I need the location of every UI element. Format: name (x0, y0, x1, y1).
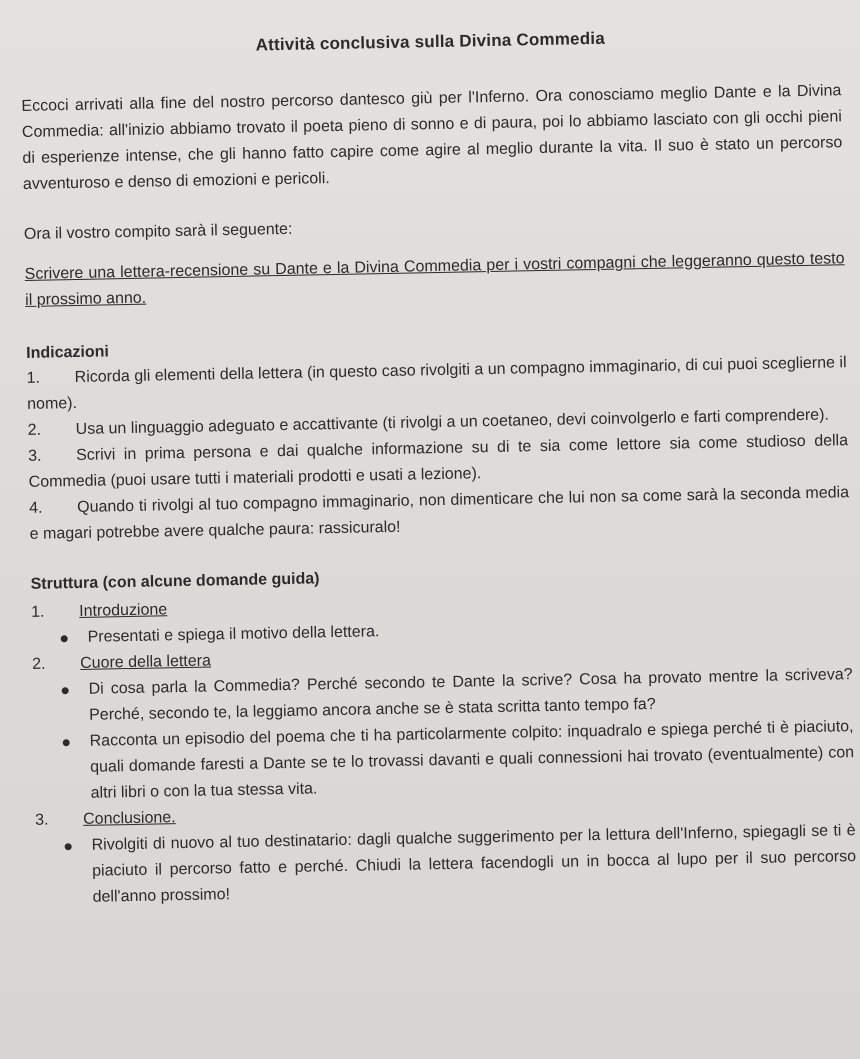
bullet-item: Rivolgiti di nuovo al tuo destinatario: dagli qualche suggerimento per la lettura dell'Inferno, spiegagli se ti è piaciuto il percorso fatto e perché. Chiudi la lettera facendogli un in bocca al lupo per il suo percorso dell'anno prossimo! (83, 818, 856, 911)
task-lead: Ora il vostro compito sarà il seguente: (23, 220, 293, 243)
section-name: Cuore della lettera (80, 652, 212, 672)
indicazioni-list (26, 350, 849, 548)
document-title: Attività conclusiva sulla Divina Commedia (255, 28, 606, 55)
bullet-list (35, 818, 856, 912)
item-text: Scrivi in prima persona e dai qualche informazione su di te sia come lettore sia come studioso della Commedia (puoi usare tutti i materiali prodotti e usati a lezione). (28, 432, 849, 491)
struttura-section-cuore (32, 636, 855, 808)
struttura-title: Struttura (con alcune domande guida) (30, 570, 320, 593)
item-number: 2. (27, 421, 42, 439)
bullet-item: Presentati e spiega il motivo della lettera. (79, 610, 851, 651)
item-number: 1. (26, 369, 41, 387)
indicazioni-title: Indicazioni (26, 343, 110, 362)
section-number: 1. (31, 603, 45, 621)
task-statement: Scrivere una lettera-recensione su Dante e la Divina Commedia per i vostri compagni che leggeranno questo testo il prossimo anno. (24, 250, 845, 309)
struttura-section-conclusione (35, 792, 857, 912)
section-number: 3. (35, 811, 49, 829)
item-number: 4. (29, 499, 43, 517)
item-text: Usa un linguaggio adeguato e accattivante (ti rivolgi a un coetaneo, devi coinvolgerlo e farti comprendere). (75, 406, 830, 439)
item-text: Quando ti rivolgi al tuo compagno immaginario, non dimenticare che lui non sa come sarà la seconda media e magari potrebbe avere qualche paura: rassicuralo! (29, 484, 850, 543)
bullet-list (32, 662, 854, 808)
bullet-item: Di cosa parla la Commedia? Perché secondo te Dante la scrive? Cosa ha provato mentre la scriveva? Perché, secondo te, la leggiamo ancora anche se è stata scritta tanto tempo fa? (80, 662, 853, 729)
section-name: Introduzione (79, 601, 168, 620)
intro-paragraph: Eccoci arrivati alla fine del nostro percorso dantesco giù per l'Inferno. Ora conosciamo meglio Dante e la Divina Commedia: all'inizio abbiamo trovato il poeta pieno di sonno e di paura, poi lo abbiamo lasciato con gli occhi pieni di esperienze intense, che gli hanno fatto capire come agire al meglio durante la vita. Il suo è stato un percorso avventuroso e denso di emozioni e pericoli. (21, 82, 843, 193)
item-text: Ricorda gli elementi della lettera (in questo caso rivolgiti a un compagno immaginario, di cui puoi sceglierne il nome). (27, 354, 847, 413)
printed-sheet (20, 14, 857, 912)
section-name: Conclusione. (83, 809, 176, 828)
item-number: 3. (28, 447, 42, 465)
section-number: 2. (32, 655, 46, 673)
bullet-item: Racconta un episodio del poema che ti ha particolarmente colpito: inquadralo e spiega perché ti è piaciuto, quali domande faresti a Dante se te lo trovassi davanti e quali connessioni hai trovato (eventualmente) con altri libri o con la tua stessa vita. (81, 714, 854, 807)
